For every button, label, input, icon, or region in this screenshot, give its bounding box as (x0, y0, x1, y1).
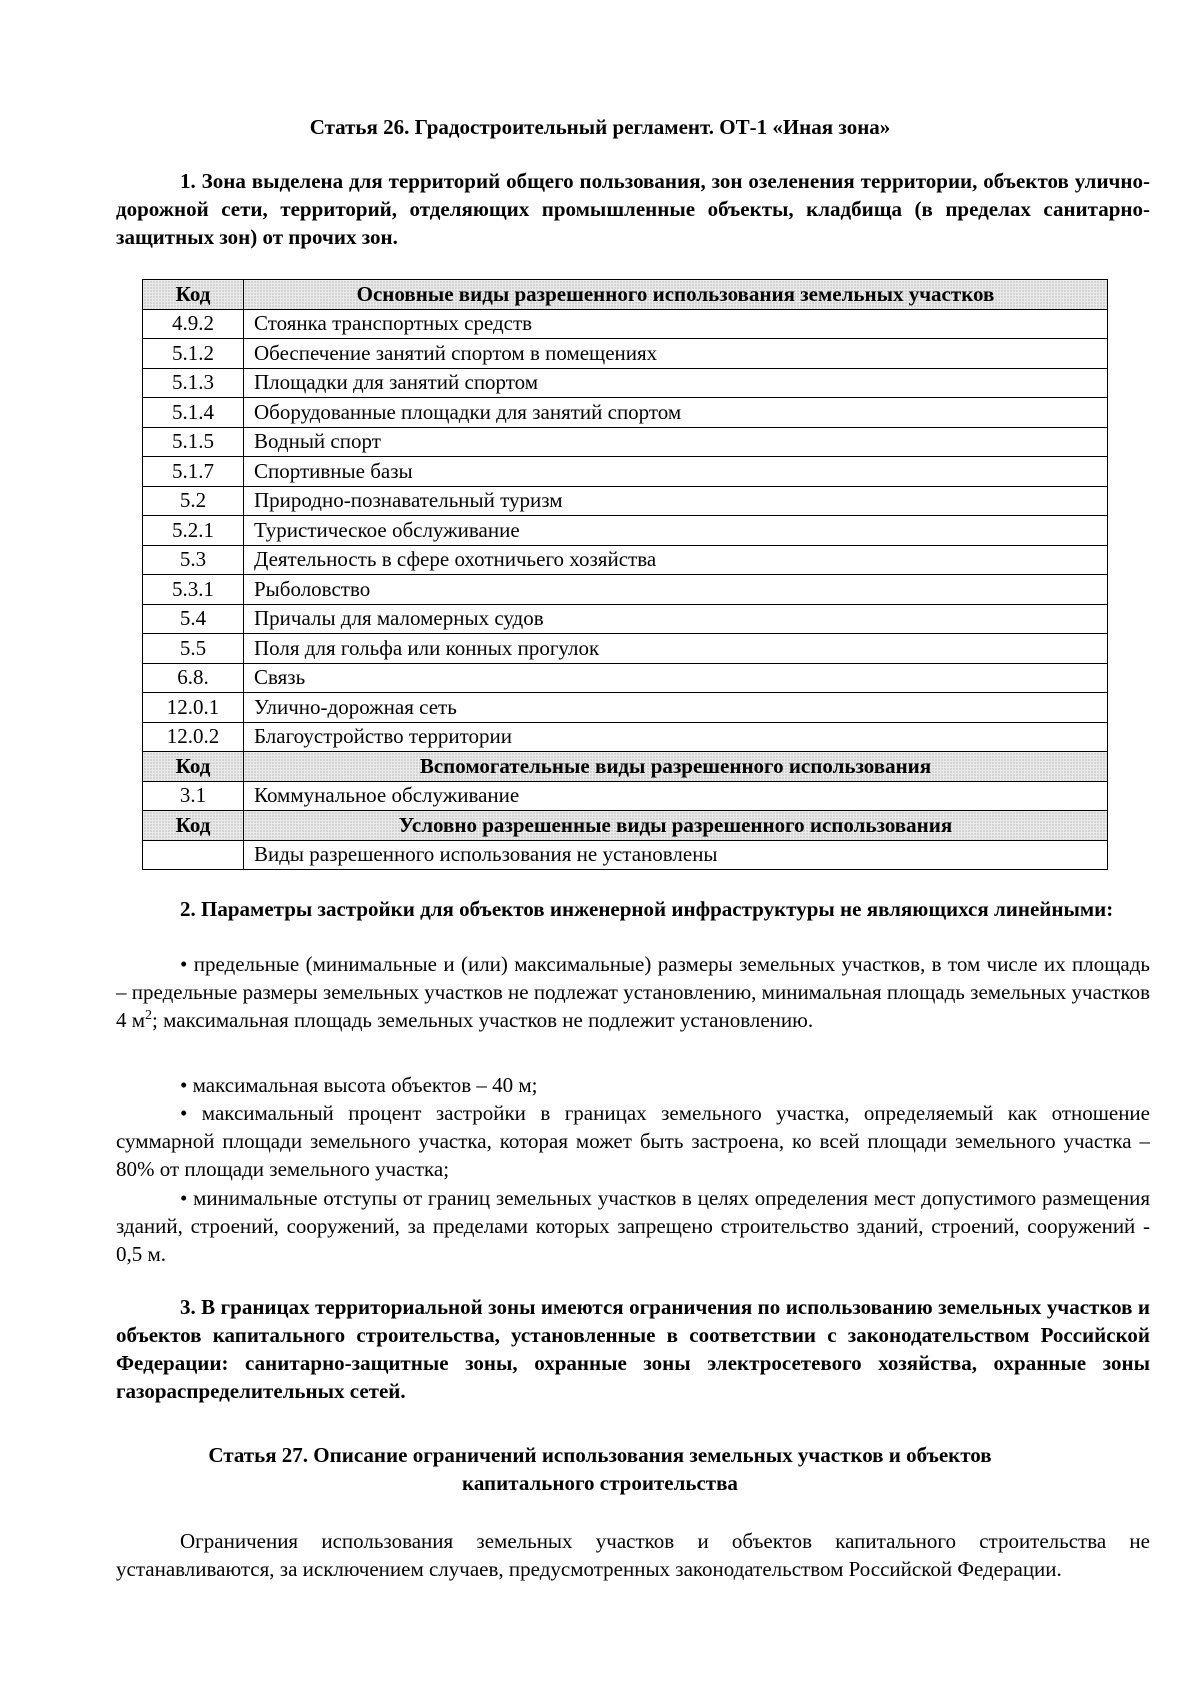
use-name-cell: Виды разрешенного использования не установлены (244, 840, 1108, 870)
code-cell: 5.5 (143, 634, 244, 664)
use-name-cell: Площадки для занятий спортом (244, 368, 1108, 398)
code-cell: 6.8. (143, 663, 244, 693)
use-name-cell: Стоянка транспортных средств (244, 309, 1108, 339)
header-code-cell: Код (143, 752, 244, 782)
table-row (143, 339, 1108, 369)
zone-description: 1. Зона выделена для территорий общего пользования, зон озеленения территории, объектов улично-дорожной сети, территорий, отделяющих промышленные объекты, кладбища (в пределах санитарно-защитных зон) от прочих зон. (116, 169, 1150, 249)
use-name-cell: Связь (244, 663, 1108, 693)
main-uses-header (143, 280, 1108, 310)
code-cell: 5.1.3 (143, 368, 244, 398)
param-bullet-height (116, 1071, 1150, 1099)
table-row (143, 722, 1108, 752)
table-row (143, 516, 1108, 546)
table-row (143, 663, 1108, 693)
header-title-cell: Условно разрешенные виды разрешенного использования (244, 811, 1108, 841)
code-cell: 5.2 (143, 486, 244, 516)
param-coverage-text: максимальный процент застройки в границах земельного участка, определяемый как отношение суммарной площади земельного участка, которая может быть застроена, ко всей площади земельного участка – 80% от площади земельного участка; (116, 1101, 1150, 1181)
code-cell: 12.0.1 (143, 693, 244, 723)
code-cell: 4.9.2 (143, 309, 244, 339)
code-cell (143, 840, 244, 870)
code-cell: 5.1.5 (143, 427, 244, 457)
code-cell: 5.3 (143, 545, 244, 575)
use-name-cell: Коммунальное обслуживание (244, 781, 1108, 811)
param-plot-size-text-end: ; максимальная площадь земельных участков не подлежит установлению. (152, 1008, 814, 1032)
conditional-uses-header (143, 811, 1108, 841)
bullet-mark: • (180, 1101, 188, 1125)
land-use-table (142, 279, 1108, 870)
use-name-cell: Спортивные базы (244, 457, 1108, 487)
table-row (143, 457, 1108, 487)
use-name-cell: Улично-дорожная сеть (244, 693, 1108, 723)
table-row (143, 634, 1108, 664)
land-use-table-body (143, 280, 1108, 870)
use-name-cell: Обеспечение занятий спортом в помещениях (244, 339, 1108, 369)
use-name-cell: Оборудованные площадки для занятий спортом (244, 398, 1108, 428)
header-title-cell: Вспомогательные виды разрешенного использования (244, 752, 1108, 782)
use-name-cell: Природно-познавательный туризм (244, 486, 1108, 516)
area-unit-superscript: 2 (145, 1008, 153, 1023)
article-27-title-line2: капитального строительства (462, 1471, 738, 1495)
header-title-cell: Основные виды разрешенного использования земельных участков (244, 280, 1108, 310)
bullet-mark: • (180, 952, 188, 976)
param-setbacks-text: минимальные отступы от границ земельных участков в целях определения мест допустимого размещения зданий, строений, сооружений, за пределами которых запрещено строительство зданий, строений, сооружений - 0,5 м. (116, 1186, 1150, 1266)
header-code-cell: Код (143, 280, 244, 310)
code-cell: 5.3.1 (143, 575, 244, 605)
param-plot-size-text: предельные (минимальные и (или) максимальные) размеры земельных участков, в том числе их площадь – предельные размеры земельных участков не подлежат установлению, минимальная площадь земельных участков 4 м (116, 952, 1151, 1032)
param-bullet-coverage (116, 1099, 1150, 1183)
param-bullet-setbacks (116, 1184, 1150, 1268)
article-27-title-line1: Статья 27. Описание ограничений использования земельных участков и объектов (208, 1443, 992, 1467)
auxiliary-uses-header (143, 752, 1108, 782)
table-row (143, 427, 1108, 457)
table-row (143, 840, 1108, 870)
use-name-cell: Поля для гольфа или конных прогулок (244, 634, 1108, 664)
param-bullet-plot-size (116, 950, 1150, 1034)
table-row (143, 604, 1108, 634)
table-row (143, 486, 1108, 516)
use-name-cell: Благоустройство территории (244, 722, 1108, 752)
restrictions-paragraph: 3. В границах территориальной зоны имеются ограничения по использованию земельных участков и объектов капитального строительства, установленные в соответствии с законодательством Российской Федерации: санитарно-защитные зоны, охранные зоны электросетевого хозяйства, охранные зоны газораспределительных сетей. (116, 1295, 1150, 1403)
table-row (143, 309, 1108, 339)
param-height-text: максимальная высота объектов – 40 м; (192, 1073, 538, 1097)
table-row (143, 575, 1108, 605)
bullet-mark: • (180, 1073, 188, 1097)
use-name-cell: Водный спорт (244, 427, 1108, 457)
use-name-cell: Деятельность в сфере охотничьего хозяйства (244, 545, 1108, 575)
table-row (143, 693, 1108, 723)
article-27-title (0, 1441, 1200, 1497)
table-row (143, 368, 1108, 398)
code-cell: 5.1.7 (143, 457, 244, 487)
table-row (143, 781, 1108, 811)
code-cell: 3.1 (143, 781, 244, 811)
use-name-cell: Рыболовство (244, 575, 1108, 605)
code-cell: 5.4 (143, 604, 244, 634)
code-cell: 5.1.2 (143, 339, 244, 369)
code-cell: 5.2.1 (143, 516, 244, 546)
article-26-title: Статья 26. Градостроительный регламент. ОТ-1 «Иная зона» (309, 115, 891, 139)
use-name-cell: Причалы для маломерных судов (244, 604, 1108, 634)
code-cell: 12.0.2 (143, 722, 244, 752)
use-name-cell: Туристическое обслуживание (244, 516, 1108, 546)
header-code-cell: Код (143, 811, 244, 841)
article-27-text: Ограничения использования земельных участков и объектов капитального строительства не устанавливаются, за исключением случаев, предусмотренных законодательством Российской Федерации. (116, 1529, 1150, 1581)
table-row (143, 398, 1108, 428)
code-cell: 5.1.4 (143, 398, 244, 428)
table-row (143, 545, 1108, 575)
params-heading: 2. Параметры застройки для объектов инженерной инфраструктуры не являющихся линейными: (180, 897, 1114, 921)
bullet-mark: • (180, 1186, 188, 1210)
